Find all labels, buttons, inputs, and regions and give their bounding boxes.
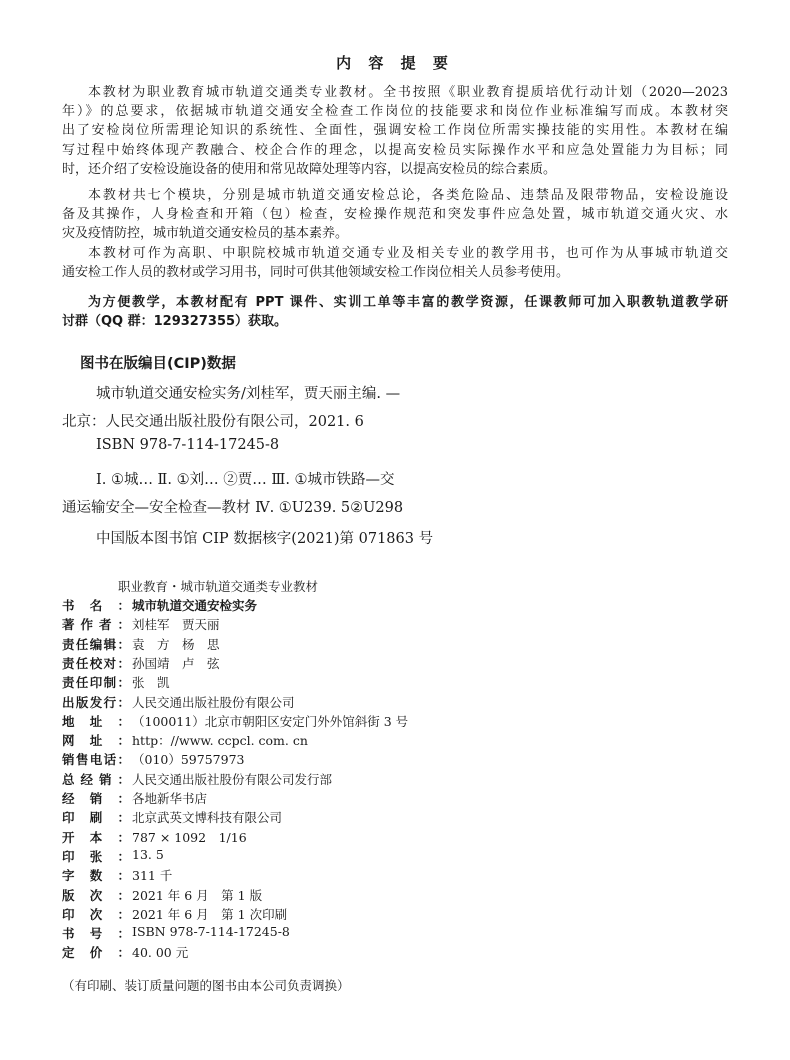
colophon-row: [62, 615, 220, 634]
summary-line: 本教材可作为高职、中职院校城市轨道交通专业及相关专业的教学用书，也可作为从事城市轨道交: [88, 246, 728, 261]
colophon-row: [62, 943, 188, 962]
colophon-value: （010）59757973: [132, 752, 245, 768]
colophon-value: 人民交通出版社股份有限公司发行部: [132, 771, 333, 787]
colophon-label: 版次：: [62, 887, 130, 903]
colophon-row: [62, 886, 262, 905]
summary-line: 灾及疫情防控，城市轨道交通安检员的基本素养。: [62, 226, 349, 242]
colophon-row: [62, 750, 244, 769]
colophon-row: [62, 596, 257, 615]
summary-line: 出了安检岗位所需理论知识的系统性、全面性，强调安检工作岗位所需实操技能的实用性。本教材在编: [62, 123, 728, 139]
summary-line: 写过程中始终体现产教融合、校企合作的理念，以提高安检员实际操作水平和应急处置能力为目标；同: [62, 142, 728, 158]
colophon-row: [62, 673, 170, 692]
colophon-value: 城市轨道交通安检实务: [132, 598, 258, 613]
colophon-label: 网址：: [62, 733, 130, 749]
cip-line-publisher: 北京：人民交通出版社股份有限公司，2021. 6: [62, 414, 364, 430]
colophon-value: 787 × 1092 1/16: [132, 829, 247, 845]
cip-classification-2: 通运输安全—安全检查—教材 Ⅳ. ①U239. 5②U298: [62, 500, 404, 516]
colophon-row: [62, 808, 282, 827]
summary-paragraph: [62, 244, 728, 282]
cip-heading: 图书在版编目(CIP)数据: [80, 356, 236, 372]
summary-line: 讨群（QQ 群：129327355）获取。: [62, 314, 288, 330]
summary-line: 时，还介绍了安检设施设备的使用和常见故障处理等内容，以提高安检员的综合素质。: [62, 161, 557, 177]
summary-title: 内 容 提 要: [336, 54, 454, 72]
colophon-value: （100011）北京市朝阳区安定门外外馆斜街 3 号: [132, 713, 409, 729]
colophon-row: [62, 924, 290, 943]
colophon-label: 定价：: [62, 945, 130, 961]
colophon-value: 孙国靖 卢 弦: [132, 655, 220, 671]
colophon-label: 经销：: [62, 791, 130, 806]
summary-line: 为方便教学，本教材配有 PPT 课件、实训工单等丰富的教学资源，任课教师可加入职教轨道教学研: [88, 295, 728, 310]
colophon-row: [62, 770, 332, 789]
colophon-label: 出版发行：: [62, 694, 130, 710]
colophon-label: 书名：: [62, 598, 130, 613]
summary-paragraph: [62, 293, 728, 331]
colophon-row: [62, 712, 408, 731]
summary-line: 通安检工作人员的教材或学习用书，同时可供其他领域安检工作岗位相关人员参考使用。: [62, 265, 570, 281]
colophon-label: 书号：: [62, 926, 130, 942]
colophon-label: 责任编辑：: [62, 636, 130, 652]
series-name: 职业教育・城市轨道交通类专业教材: [118, 579, 319, 594]
colophon-row: [62, 731, 308, 750]
colophon-value: 13. 5: [132, 846, 164, 862]
colophon-label: 印刷：: [62, 810, 130, 826]
colophon-value: 人民交通出版社股份有限公司: [132, 694, 295, 710]
summary-line: 备及其操作，人身检查和开箱（包）检查，安检操作规范和突发事件应急处置，城市轨道交通火灾、水: [62, 207, 728, 223]
colophon-row: [62, 654, 220, 673]
colophon-label: 印次：: [62, 906, 130, 922]
colophon-label: 责任校对：: [62, 655, 130, 671]
cip-classification-1: Ⅰ. ①城… Ⅱ. ①刘… ②贾… Ⅲ. ①城市铁路—交: [96, 472, 395, 488]
colophon-value: 刘桂军 贾天丽: [132, 617, 220, 633]
colophon-row: [62, 866, 172, 885]
colophon-label: 地址：: [62, 713, 130, 729]
colophon-label: 销售电话：: [62, 752, 130, 768]
footer-note: （有印刷、装订质量问题的图书由本公司负责调换）: [62, 978, 350, 993]
colophon-row: [62, 828, 247, 847]
summary-paragraph: [62, 186, 728, 244]
colophon-value: 40. 00 元: [132, 945, 189, 961]
summary-line: 本教材为职业教育城市轨道交通类专业教材。全书按照《职业教育提质培优行动计划（2020—2023: [88, 85, 728, 100]
colophon-value: 各地新华书店: [132, 791, 208, 806]
colophon-label: 总经销：: [62, 771, 130, 787]
colophon-value: 北京武英文博科技有限公司: [132, 810, 283, 826]
cip-isbn: ISBN 978-7-114-17245-8: [96, 437, 280, 453]
summary-paragraph: [62, 83, 728, 179]
colophon-value: 2021 年 6 月 第 1 版: [132, 887, 263, 903]
colophon-row: [62, 905, 287, 924]
colophon-label: 字数：: [62, 868, 130, 884]
colophon-value: 2021 年 6 月 第 1 次印刷: [132, 906, 288, 922]
summary-line: 本教材共七个模块，分别是城市轨道交通安检总论，各类危险品、违禁品及限带物品，安检设施设: [88, 188, 728, 203]
colophon-value: 311 千: [132, 868, 173, 884]
colophon-label: 开本：: [62, 829, 130, 845]
colophon-label: 印张：: [62, 848, 130, 864]
colophon-row: [62, 635, 220, 654]
summary-line: 年）》的总要求，依据城市轨道交通安全检查工作岗位的技能要求和岗位作业标准编写而成。本教材突: [62, 104, 728, 120]
colophon-value: 袁 方 杨 思: [132, 636, 220, 652]
colophon-row: [62, 847, 164, 866]
cip-line-title: 城市轨道交通安检实务/刘桂军，贾天丽主编. —: [96, 386, 401, 402]
colophon-value: 张 凯: [132, 675, 170, 691]
colophon-row: [62, 693, 295, 712]
cip-core-number: 中国版本图书馆 CIP 数据核字(2021)第 071863 号: [96, 531, 434, 547]
colophon-row: [62, 789, 207, 808]
colophon-value: http：//www. ccpcl. com. cn: [132, 733, 308, 749]
colophon-value: ISBN 978-7-114-17245-8: [132, 924, 290, 940]
colophon-label: 著作者：: [62, 617, 130, 633]
colophon-label: 责任印制：: [62, 675, 130, 691]
